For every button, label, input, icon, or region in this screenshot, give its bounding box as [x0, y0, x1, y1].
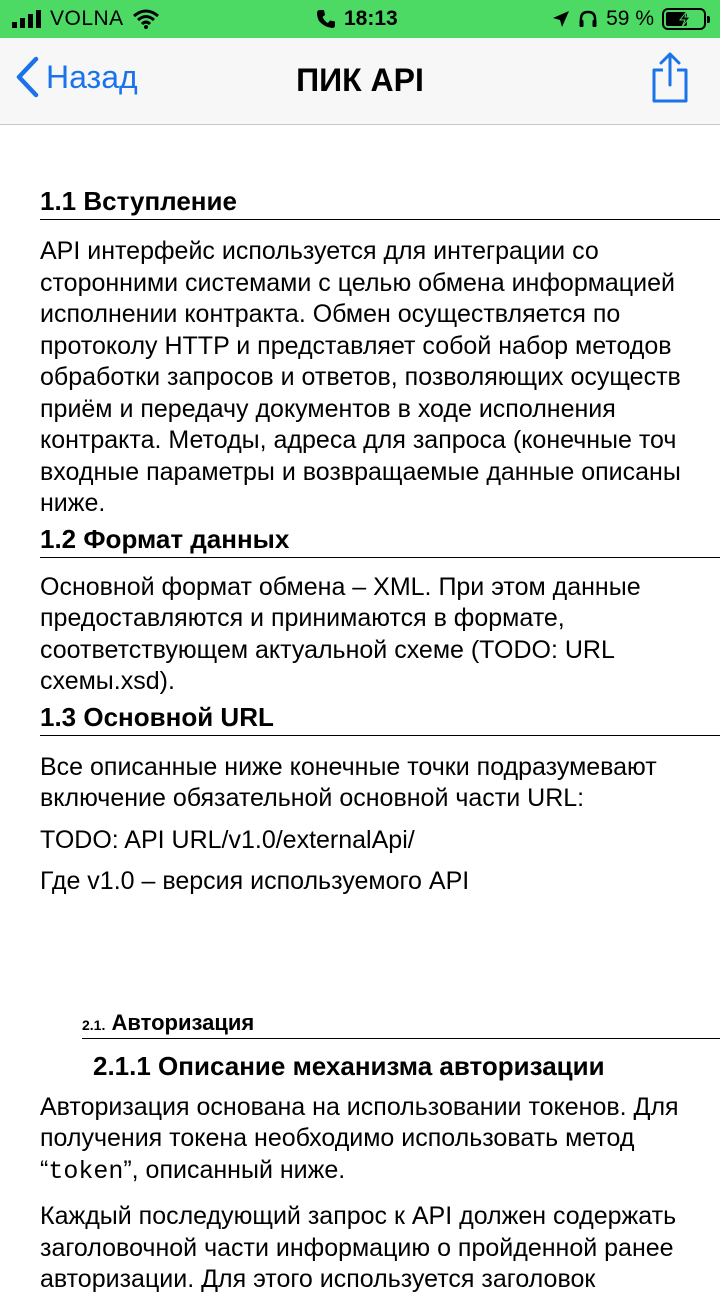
text-line: соответствующем актуальной схеме (TODO: URL	[40, 635, 615, 664]
wifi-icon	[132, 9, 160, 29]
document-content	[40, 124, 720, 1296]
status-bar	[0, 0, 720, 38]
text-line: Авторизация основана на использовании токенов. Для	[40, 1092, 679, 1121]
quote-open: “	[40, 1155, 49, 1184]
status-time: 18:13	[344, 7, 398, 30]
charging-bolt-icon	[664, 10, 704, 28]
text-line: Каждый последующий запрос к API должен содержать	[40, 1202, 677, 1230]
signal-icon	[12, 10, 42, 28]
text-line: приём и передачу документов в ходе исполнения	[40, 394, 616, 423]
version-text: Где v1.0 – версия используемого API	[40, 867, 470, 895]
page-title: ПИК API	[296, 62, 424, 98]
section-heading-base-url: 1.3 Основной URL	[40, 702, 720, 736]
text-line: контракта. Методы, адреса для запроса (конечные точ	[40, 426, 677, 454]
text-line: включение обязательной основной части URL:	[40, 784, 585, 812]
carrier-name: VOLNA	[50, 7, 124, 30]
headphones-icon	[578, 9, 598, 29]
text-line: схемы.xsd).	[40, 667, 175, 695]
section-heading-authorization	[82, 1010, 720, 1039]
section-heading-introduction: 1.1 Вступление	[40, 186, 720, 220]
text-line: обработки запросов и ответов, позволяющих осуществ	[40, 363, 681, 391]
back-button-label: Назад	[46, 58, 138, 95]
text-line: Все описанные ниже конечные точки подразумевают	[40, 752, 657, 781]
code-token: token	[48, 1156, 124, 1186]
text-line	[40, 1155, 720, 1188]
text-line: API интерфейс используется для интеграции со	[40, 237, 599, 265]
status-center	[316, 7, 398, 31]
text-fragment: ”, описанный ниже.	[123, 1155, 346, 1184]
status-left	[12, 7, 160, 31]
navigation-bar	[0, 38, 720, 125]
section-number: 2.1.	[82, 1016, 106, 1033]
paragraph-introduction	[40, 236, 720, 520]
text-line: получения токена необходимо использовать метод	[40, 1124, 635, 1152]
paragraph-data-format	[40, 572, 720, 698]
phone-icon	[316, 9, 336, 29]
text-line: заголовочной части информацию о пройденной ранее	[40, 1233, 674, 1262]
location-icon	[552, 10, 570, 28]
paragraph-auth-tokens	[40, 1092, 720, 1188]
subsection-heading-auth-mechanism: 2.1.1 Описание механизма авторизации	[93, 1050, 605, 1081]
text-line: сторонними системами с целью обмена информацией	[40, 268, 675, 297]
text-line: авторизации. Для этого используется заголовок	[40, 1265, 596, 1293]
text-line: протоколу HTTP и представляет собой набор методов	[40, 331, 672, 360]
battery-icon	[662, 8, 706, 30]
text-line: входные параметры и возвращаемые данные описаны	[40, 457, 681, 486]
base-url-text: TODO: API URL/v1.0/externalApi/	[40, 825, 415, 854]
section-title: Авторизация	[111, 1009, 255, 1035]
paragraph-base-url	[40, 752, 720, 815]
status-right	[552, 7, 706, 31]
share-button[interactable]	[650, 52, 690, 109]
text-line: исполнении контракта. Обмен осуществляется по	[40, 300, 621, 328]
paragraph-auth-header	[40, 1201, 720, 1296]
text-line: предоставляются и принимаются в формате,	[40, 604, 565, 632]
battery-percent: 59 %	[606, 7, 654, 30]
section-heading-data-format: 1.2 Формат данных	[40, 524, 720, 558]
text-line: ниже.	[40, 489, 106, 517]
text-line: Основной формат обмена – XML. При этом данные	[40, 572, 641, 601]
share-icon	[650, 52, 690, 104]
